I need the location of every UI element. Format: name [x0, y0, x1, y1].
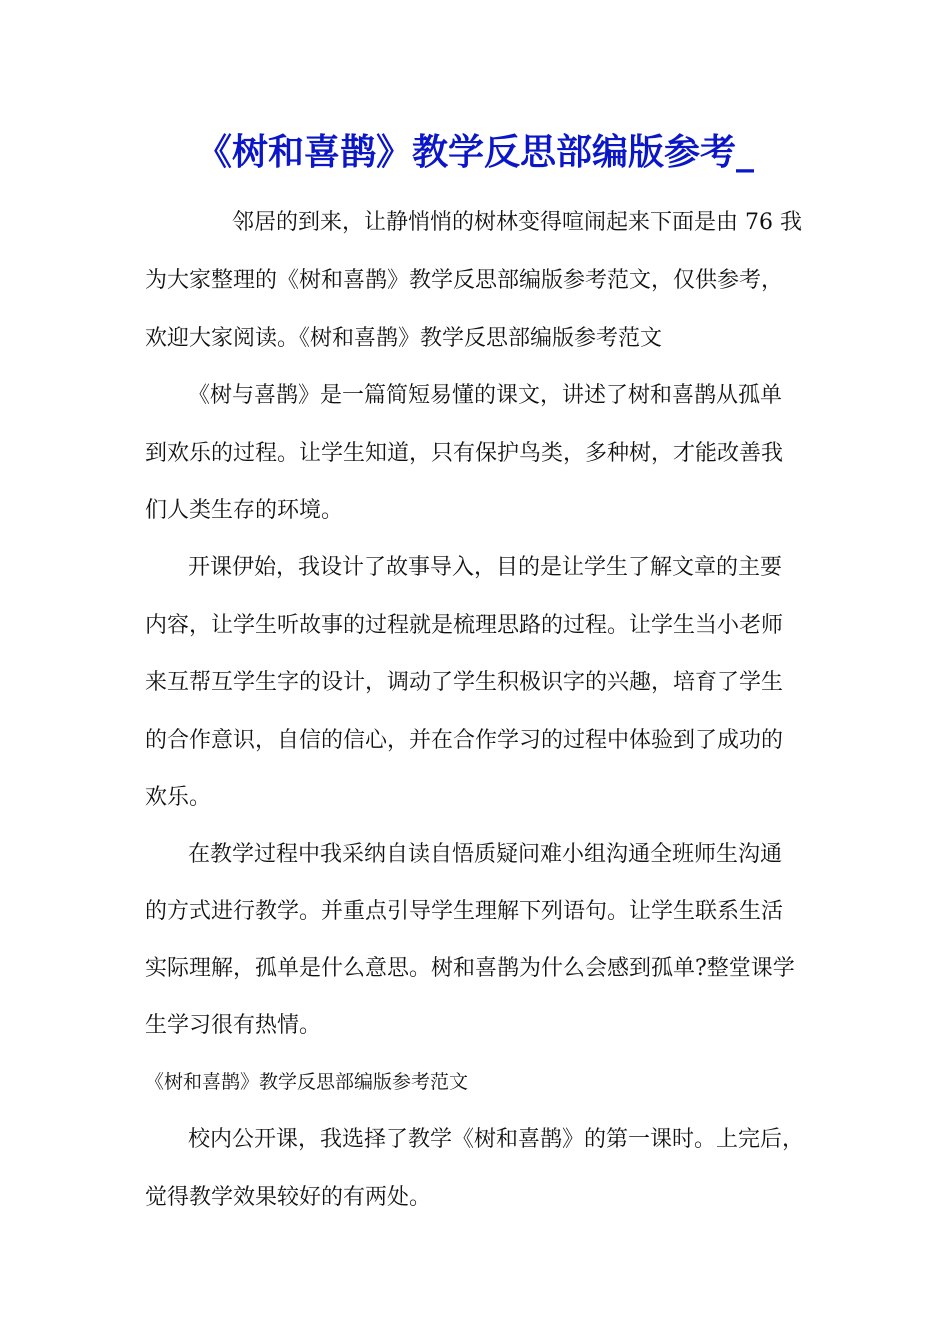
paragraph-1-line-3: 们人类生存的环境。: [145, 498, 344, 523]
intro-line-3: 欢迎大家阅读。《树和喜鹊》教学反思部编版参考范文: [145, 326, 663, 351]
paragraph-2-line-3: 来互帮互学生字的设计，调动了学生积极识字的兴趣，培育了学生: [145, 670, 784, 695]
paragraph-2-line-4: 的合作意识，自信的信心，并在合作学习的过程中体验到了成功的: [145, 728, 784, 753]
paragraph-1-line-2: 到欢乐的过程。让学生知道，只有保护鸟类，多种树，才能改善我: [145, 441, 784, 466]
section-heading: 《树和喜鹊》教学反思部编版参考范文: [145, 1071, 469, 1093]
paragraph-3-line-2: 的方式进行教学。并重点引导学生理解下列语句。让学生联系生活: [145, 899, 784, 924]
intro-line-2: 为大家整理的《树和喜鹊》教学反思部编版参考范文，仅供参考，: [145, 268, 784, 293]
paragraph-2-line-1: 开课伊始，我设计了故事导入，目的是让学生了解文章的主要: [188, 555, 783, 580]
paragraph-1-line-1: 《树与喜鹊》是一篇简短易懂的课文，讲述了树和喜鹊从孤单: [188, 383, 783, 408]
paragraph-4-line-1: 校内公开课，我选择了教学《树和喜鹊》的第一课时。上完后，: [188, 1127, 805, 1152]
paragraph-3-line-4: 生学习很有热情。: [145, 1013, 322, 1038]
intro-line-1: 邻居的到来，让静悄悄的树林变得喧闹起来下面是由 76 我: [232, 210, 802, 235]
paragraph-3-line-1: 在教学过程中我采纳自读自悟质疑问难小组沟通全班师生沟通: [188, 842, 783, 867]
paragraph-2-line-5: 欢乐。: [145, 785, 212, 810]
paragraph-3-line-3: 实际理解，孤单是什么意思。树和喜鹊为什么会感到孤单?整堂课学: [145, 956, 795, 981]
paragraph-4-line-2: 觉得教学效果较好的有两处。: [145, 1185, 432, 1210]
paragraph-2-line-2: 内容，让学生听故事的过程就是梳理思路的过程。让学生当小老师: [145, 613, 784, 638]
document-title: 《树和喜鹊》教学反思部编版参考_: [195, 132, 754, 173]
